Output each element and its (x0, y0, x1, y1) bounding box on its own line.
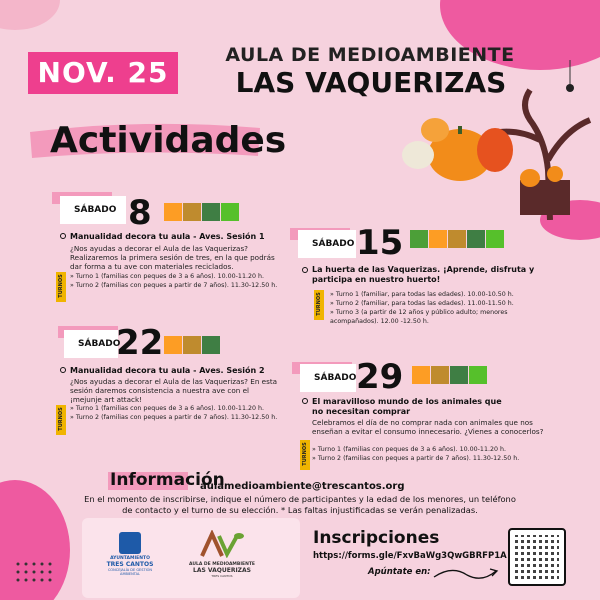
info-text: En el momento de inscribirse, indique el número de participantes y la edad de los menores, un teléfono de contacto y el turno de su elección. * Las faltas injustificadas se verán penalizadas. (84, 494, 516, 515)
sdg-icon (450, 366, 468, 384)
sdg-icon (410, 230, 428, 248)
month-badge: NOV. 25 (28, 52, 178, 94)
day-number: 22 (116, 323, 164, 363)
activity-title: El maravilloso mundo de los animales que no necesitan comprar (312, 397, 502, 416)
activity-description: Celebramos el día de no comprar nada con animales que nos enseñan a evitar el consumo innecesario. ¿Vienes a conocerlos? (312, 418, 544, 436)
sdg-icon (183, 203, 201, 221)
day-number: 8 (128, 193, 152, 233)
turno-item: » Turno 2 (familiar, para todas las edades). 11.00-11.50 h. (330, 300, 514, 307)
inscripciones-title: Inscripciones (313, 528, 440, 548)
activity-title: La huerta de las Vaquerizas. ¡Aprende, disfruta y participa en nuestro huerto! (312, 265, 535, 284)
sdg-icons (164, 203, 239, 221)
qr-code-icon[interactable] (508, 528, 566, 586)
bullet-icon (60, 367, 66, 373)
day-label: SÁBADO (298, 230, 356, 258)
info-title: Información (110, 470, 225, 490)
sdg-icons (164, 336, 220, 354)
jack-o-lantern-icon (520, 166, 570, 215)
activity-title: Manualidad decora tu aula - Aves. Sesión 1 (70, 232, 265, 241)
sdg-icon (469, 366, 487, 384)
turno-item: » Turno 1 (familias con peques de 3 a 6 años). 10.00-11.20 h. (312, 446, 506, 453)
sdg-icon (164, 203, 182, 221)
aula-logo-icon (197, 530, 247, 558)
aula-logo (182, 530, 262, 578)
turnos-tag: TURNOS (56, 272, 66, 302)
sdg-icon (448, 230, 466, 248)
sdg-icon (412, 366, 430, 384)
arrow-icon (432, 563, 502, 583)
activity-description: ¿Nos ayudas a decorar el Aula de las Vaquerizas? Realizaremos la primera sesión de tres, en la que podrás dar forma a tu ave con materiales reciclados. (70, 244, 275, 271)
turno-item: » Turno 3 (a partir de 12 años y público adulto; menores acompañados). 12.00 -12.50 h. (330, 309, 508, 325)
ayto-line1: AYUNTAMIENTO (110, 556, 150, 561)
sdg-icon (431, 366, 449, 384)
aula-line2: LAS VAQUERIZAS (193, 567, 251, 574)
day-number: 15 (356, 223, 404, 263)
day-number: 29 (356, 357, 404, 397)
title-line-2: LAS VAQUERIZAS (235, 66, 507, 99)
autumn-illustration (380, 60, 600, 220)
sdg-icons (412, 366, 487, 384)
inscripciones-url[interactable]: https://forms.gle/FxvBaWg3QwGBRFP1A (313, 551, 507, 561)
turnos-tag: TURNOS (314, 290, 324, 320)
sdg-icon (202, 203, 220, 221)
turno-item: » Turno 1 (familias con peques de 3 a 6 años). 10.00-11.20 h. (70, 405, 264, 412)
turno-item: » Turno 2 (familias con peques a partir de 7 años). 11.30-12.50 h. (70, 282, 278, 289)
bullet-icon (60, 233, 66, 239)
section-title: Actividades (50, 120, 287, 161)
title-line-1: AULA DE MEDIOAMBIENTE (225, 44, 515, 66)
ayto-line2: TRES CANTOS (106, 561, 154, 568)
turnos-tag: TURNOS (56, 405, 66, 435)
turno-item: » Turno 2 (familias con peques a partir de 7 años). 11.30-12.50 h. (312, 455, 520, 462)
sdg-icon (221, 203, 239, 221)
sdg-icon (486, 230, 504, 248)
ayto-line3: CONCEJALÍA DE GESTIÓN AMBIENTAL (107, 568, 153, 576)
sdg-icon (164, 336, 182, 354)
bullet-icon (302, 398, 308, 404)
turno-item: » Turno 1 (familiar, para todas las edades). 10.00-10.50 h. (330, 291, 514, 298)
sdg-icon (467, 230, 485, 248)
activity-title: Manualidad decora tu aula - Aves. Sesión 2 (70, 366, 265, 375)
aula-line3: TRES CANTOS (211, 574, 233, 578)
sdg-icons (410, 230, 504, 248)
day-label: SÁBADO (64, 330, 118, 358)
sdg-icon (183, 336, 201, 354)
turnos-tag: TURNOS (300, 440, 310, 470)
blob-top-left (0, 0, 60, 30)
dots-decoration (14, 560, 74, 584)
ayuntamiento-logo (100, 532, 160, 576)
info-email[interactable]: aulamedioambiente@trescantos.org (200, 481, 405, 492)
spider-icon (566, 60, 574, 92)
aula-line1: AULA DE MEDIOAMBIENTE (188, 562, 255, 567)
turno-item: » Turno 2 (familias con peques a partir de 7 años). 11.30-12.50 h. (70, 414, 278, 421)
bullet-icon (302, 267, 308, 273)
sdg-icon (429, 230, 447, 248)
day-label: SÁBADO (60, 196, 126, 224)
activity-description: ¿Nos ayudas a decorar el Aula de las Vaquerizas? En esta sesión daremos consistencia a nuestra ave con el ¡mejunje art attack! (70, 377, 278, 404)
day-label: SÁBADO (300, 364, 356, 392)
apuntate-label: Apúntate en: (368, 567, 431, 577)
shield-icon (119, 532, 141, 554)
turno-item: » Turno 1 (familias con peques de 3 a 6 años). 10.00-11.20 h. (70, 273, 264, 280)
pumpkin-icon (402, 118, 513, 181)
sdg-icon (202, 336, 220, 354)
